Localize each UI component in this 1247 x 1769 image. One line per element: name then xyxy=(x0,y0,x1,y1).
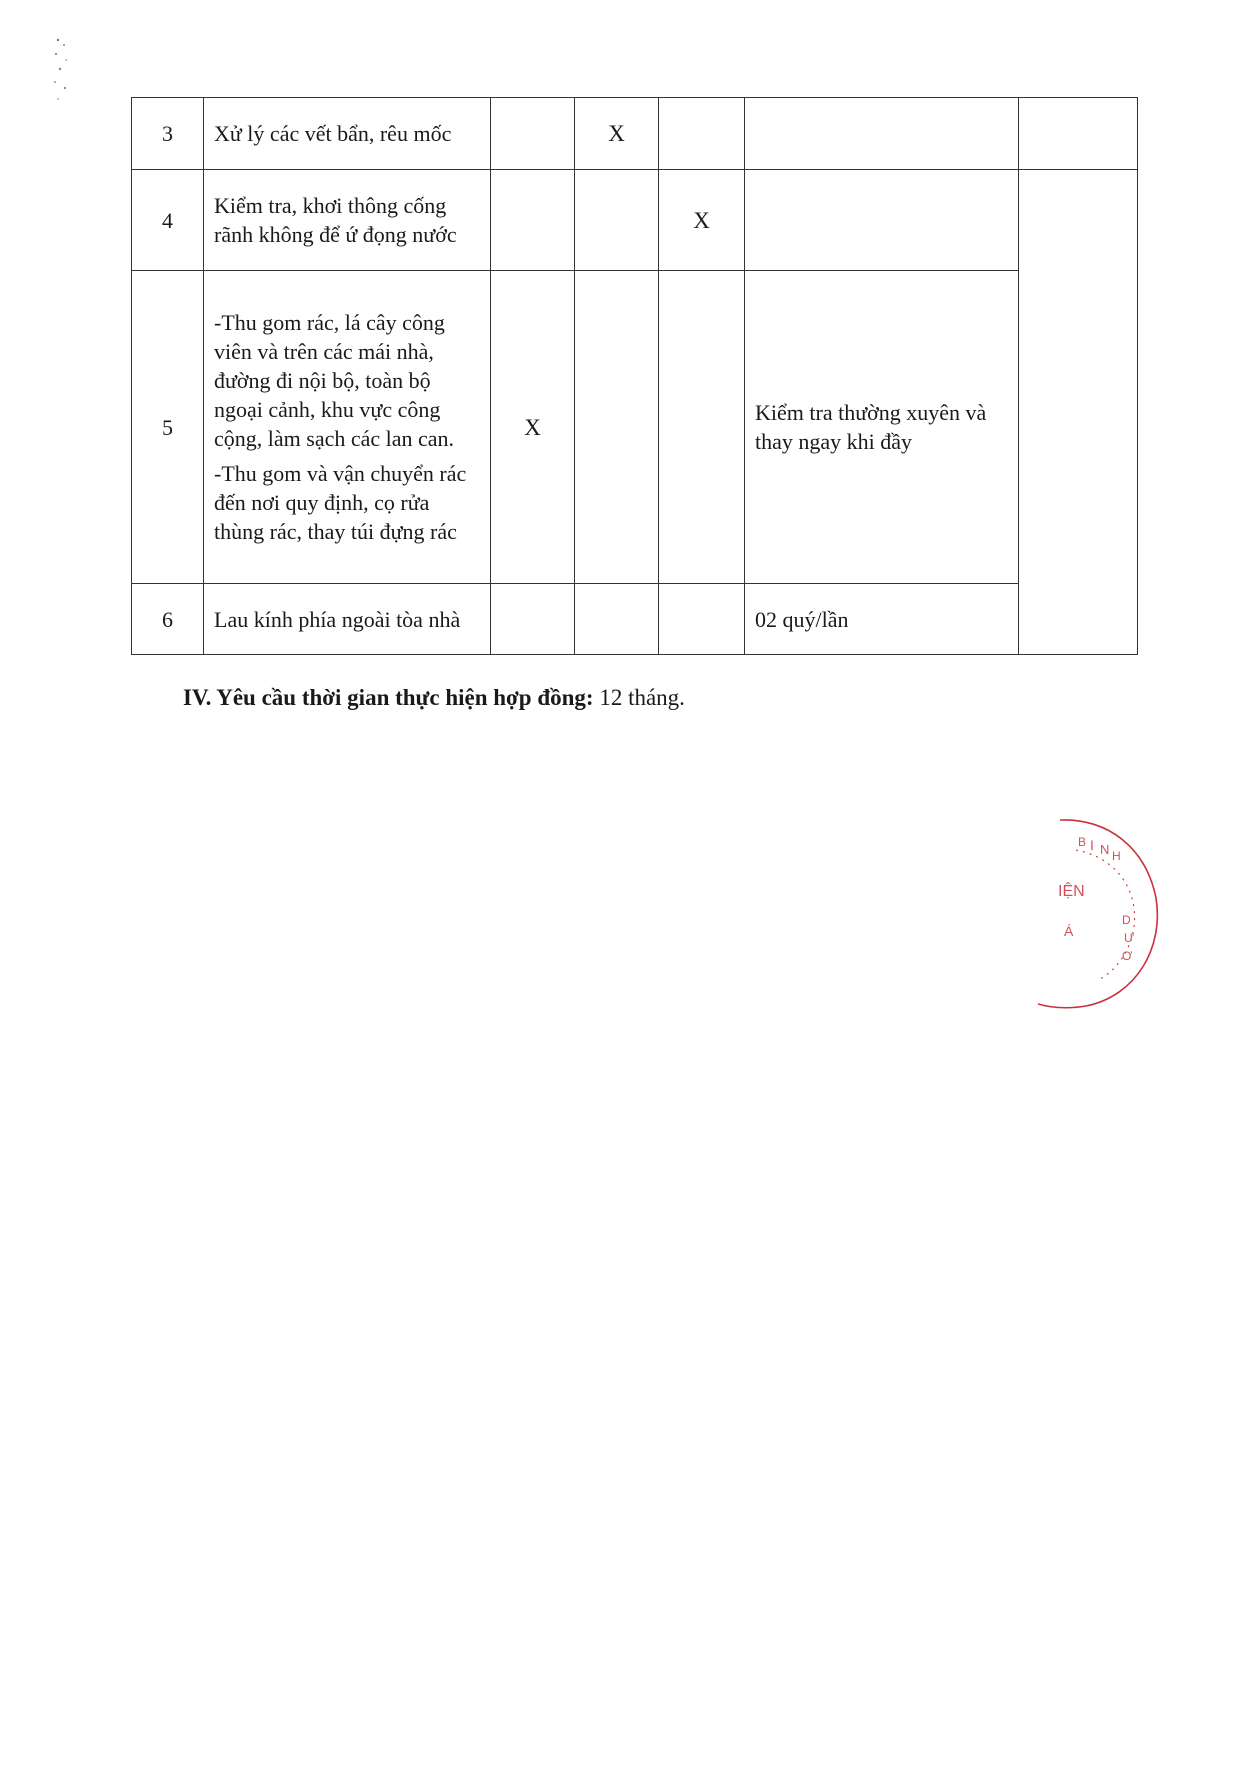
frequency-mark-c xyxy=(659,584,745,655)
scan-artifact xyxy=(52,36,74,106)
task-text: Xử lý các vết bẩn, rêu mốc xyxy=(214,121,452,146)
empty-cell xyxy=(1019,98,1138,170)
task-text: Lau kính phía ngoài tòa nhà xyxy=(214,606,461,632)
task-description xyxy=(204,98,491,170)
table-row xyxy=(132,98,1138,170)
stamp-glyph: Ơ xyxy=(1122,949,1133,963)
row-number: 3 xyxy=(132,98,204,170)
stamp-glyph: N xyxy=(1100,842,1110,857)
frequency-mark-b xyxy=(575,584,659,655)
frequency-mark-c xyxy=(659,98,745,170)
official-stamp xyxy=(1018,808,1168,1020)
frequency-mark-a xyxy=(491,98,575,170)
task-description xyxy=(204,271,491,584)
stamp-glyph: Ư xyxy=(1124,931,1135,945)
task-description xyxy=(204,170,491,271)
stamp-glyph: D xyxy=(1122,913,1131,927)
frequency-mark-a xyxy=(491,584,575,655)
frequency-mark-b xyxy=(575,170,659,271)
empty-cell xyxy=(1019,170,1138,655)
table-row xyxy=(132,584,1138,655)
frequency-mark-a: X xyxy=(491,271,575,584)
task-text: -Thu gom rác, lá cây công viên và trên các mái nhà, đường đi nội bộ, toàn bộ ngoại cảnh, khu vực công cộng, làm sạch các lan can. xyxy=(214,310,455,451)
task-text: -Thu gom và vận chuyển rác đến nơi quy định, cọ rửa thùng rác, thay túi đựng rác xyxy=(214,461,467,544)
requirement-label: IV. Yêu cầu thời gian thực hiện hợp đồng: xyxy=(183,685,594,710)
table-row xyxy=(132,271,1138,584)
note-cell: 02 quý/lần xyxy=(745,584,1019,655)
stamp-glyph: IỆN xyxy=(1058,883,1085,900)
requirement-value: 12 tháng. xyxy=(593,685,685,710)
task-text: Kiểm tra, khơi thông cống rãnh không để ứ đọng nước xyxy=(214,193,457,247)
service-schedule-table xyxy=(131,97,1138,655)
stamp-glyph: B xyxy=(1078,835,1087,849)
note-cell xyxy=(745,170,1019,271)
note-cell xyxy=(745,98,1019,170)
frequency-mark-c xyxy=(659,271,745,584)
note-cell: Kiểm tra thường xuyên và thay ngay khi đầy xyxy=(745,271,1019,584)
table-row xyxy=(132,170,1138,271)
stamp-glyph: H xyxy=(1112,849,1121,863)
frequency-mark-c: X xyxy=(659,170,745,271)
frequency-mark-b xyxy=(575,271,659,584)
row-number: 5 xyxy=(132,271,204,584)
task-description xyxy=(204,584,491,655)
stamp-glyph: I xyxy=(1090,837,1094,853)
contract-duration-requirement xyxy=(183,683,685,713)
row-number: 4 xyxy=(132,170,204,271)
frequency-mark-b: X xyxy=(575,98,659,170)
row-number: 6 xyxy=(132,584,204,655)
stamp-glyph: Á xyxy=(1064,923,1074,939)
frequency-mark-a xyxy=(491,170,575,271)
